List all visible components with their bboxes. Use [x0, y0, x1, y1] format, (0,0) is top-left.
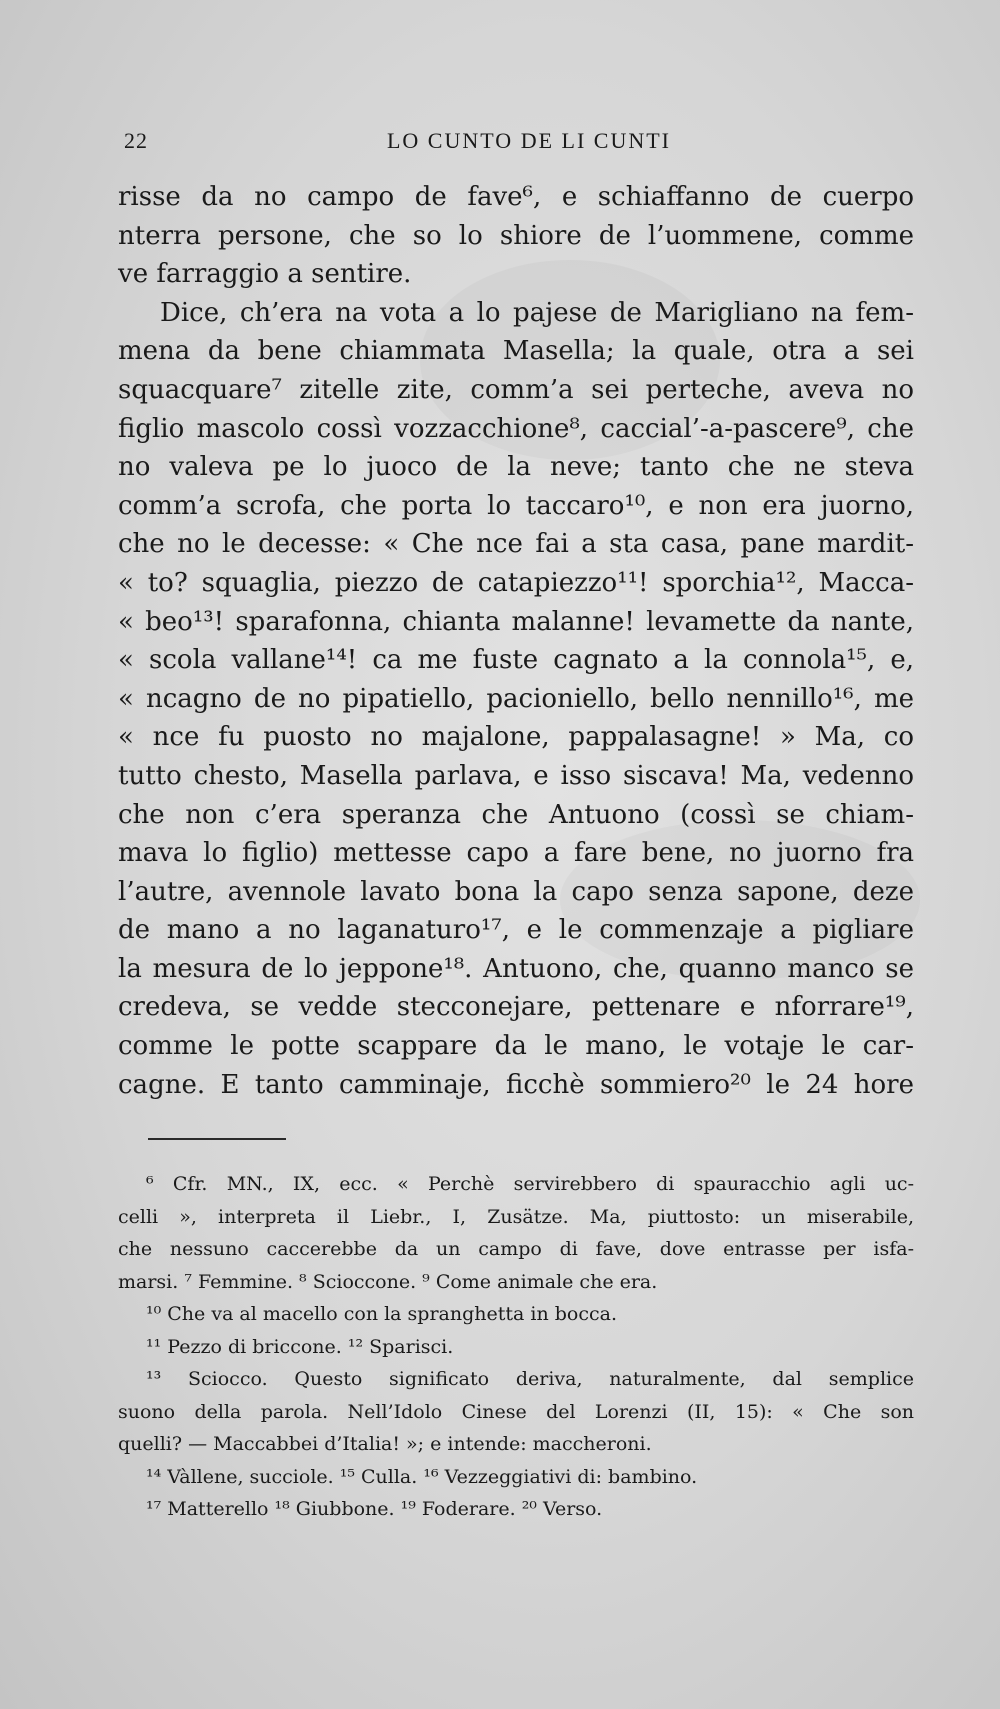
footnote-line: quelli? — Maccabbei d’Italia! »; e intende: maccheroni.	[118, 1433, 652, 1455]
text-line: cagne. E tanto camminaje, ficchè sommiero²⁰ le 24 hore	[118, 1069, 914, 1100]
footnote-line: ¹⁰ Che va al macello con la spranghetta in bocca.	[146, 1303, 617, 1325]
footnote-line: ⁶ Cfr. MN., IX, ecc. « Perchè servirebbero di spauracchio agli uc-	[146, 1173, 914, 1195]
text-line: comm’a scrofa, che porta lo taccaro¹⁰, e non era juorno,	[118, 490, 914, 521]
text-line: no valeva pe lo juoco de la neve; tanto che ne steva	[118, 452, 914, 483]
text-line: ve farraggio a sentire.	[118, 259, 412, 290]
footnote-line: suono della parola. Nell’Idolo Cinese del Lorenzi (II, 15): « Che son	[118, 1400, 914, 1423]
footnotes	[118, 1168, 914, 1526]
text-line: « to? squaglia, piezzo de catapiezzo¹¹! sporchia¹², Macca-	[118, 567, 914, 598]
page-number: 22	[124, 128, 148, 153]
footnote-line: marsi. ⁷ Femmine. ⁸ Scioccone. ⁹ Come animale che era.	[118, 1270, 658, 1293]
page-header	[124, 128, 914, 164]
text-line: mava lo figlio) mettesse capo a fare bene, no juorno fra	[118, 838, 914, 869]
running-title: LO CUNTO DE LI CUNTI	[386, 128, 671, 153]
footnote-line: ¹¹ Pezzo di briccone. ¹² Sparisci.	[146, 1335, 454, 1358]
text-line: la mesura de lo jeppone¹⁸. Antuono, che, quanno manco se	[118, 953, 914, 984]
text-line: credeva, se vedde stecconejare, pettenare e nforrare¹⁹,	[118, 992, 914, 1023]
text-line: Dice, ch’era na vota a lo pajese de Marigliano na fem-	[160, 297, 914, 328]
footnote-divider	[148, 1138, 286, 1140]
text-line: figlio mascolo cossì vozzacchione⁸, caccial’-a-pascere⁹, che	[118, 413, 914, 444]
text-line: tutto chesto, Masella parlava, e isso siscava! Ma, vedenno	[118, 760, 914, 791]
text-line: « nce fu puosto no majalone, pappalasagne! » Ma, co	[118, 722, 914, 753]
text-line: che non c’era speranza che Antuono (cossì se chiam-	[118, 799, 914, 830]
footnote-line: celli », interpreta il Liebr., I, Zusätze. Ma, piuttosto: un miserabile,	[118, 1205, 914, 1228]
text-line: squacquare⁷ zitelle zite, comm’a sei perteche, aveva no	[118, 374, 914, 405]
text-line: « scola vallane¹⁴! ca me fuste cagnato a la connola¹⁵, e,	[118, 645, 914, 676]
footnote-line: che nessuno caccerebbe da un campo di fave, dove entrasse per isfa-	[118, 1238, 914, 1260]
text-line: de mano a no laganaturo¹⁷, e le commenzaje a pigliare	[118, 915, 914, 946]
footnote-line: ¹⁷ Matterello ¹⁸ Giubbone. ¹⁹ Foderare. ²⁰ Verso.	[146, 1498, 603, 1520]
footnote-line: ¹³ Sciocco. Questo significato deriva, naturalmente, dal semplice	[146, 1368, 914, 1390]
text-line: comme le potte scappare da le mano, le votaje le car-	[118, 1031, 914, 1062]
text-line: l’autre, avennole lavato bona la capo senza sapone, deze	[118, 876, 914, 907]
text-line: « beo¹³! sparafonna, chianta malanne! levamette da nante,	[118, 606, 914, 637]
text-line: « ncagno de no pipatiello, pacioniello, bello nennillo¹⁶, me	[118, 683, 914, 714]
footnote-line: ¹⁴ Vàllene, succiole. ¹⁵ Culla. ¹⁶ Vezzeggiativi di: bambino.	[146, 1465, 698, 1488]
text-line: mena da bene chiammata Masella; la quale, otra a sei	[118, 336, 914, 367]
text-line: nterra persone, che so lo shiore de l’uommene, comme	[118, 220, 914, 251]
text-line: risse da no campo de fave⁶, e schiaffanno de cuerpo	[118, 182, 914, 212]
text-line: che no le decesse: « Che nce fai a sta casa, pane mardit-	[118, 529, 914, 560]
main-text	[118, 178, 914, 1104]
